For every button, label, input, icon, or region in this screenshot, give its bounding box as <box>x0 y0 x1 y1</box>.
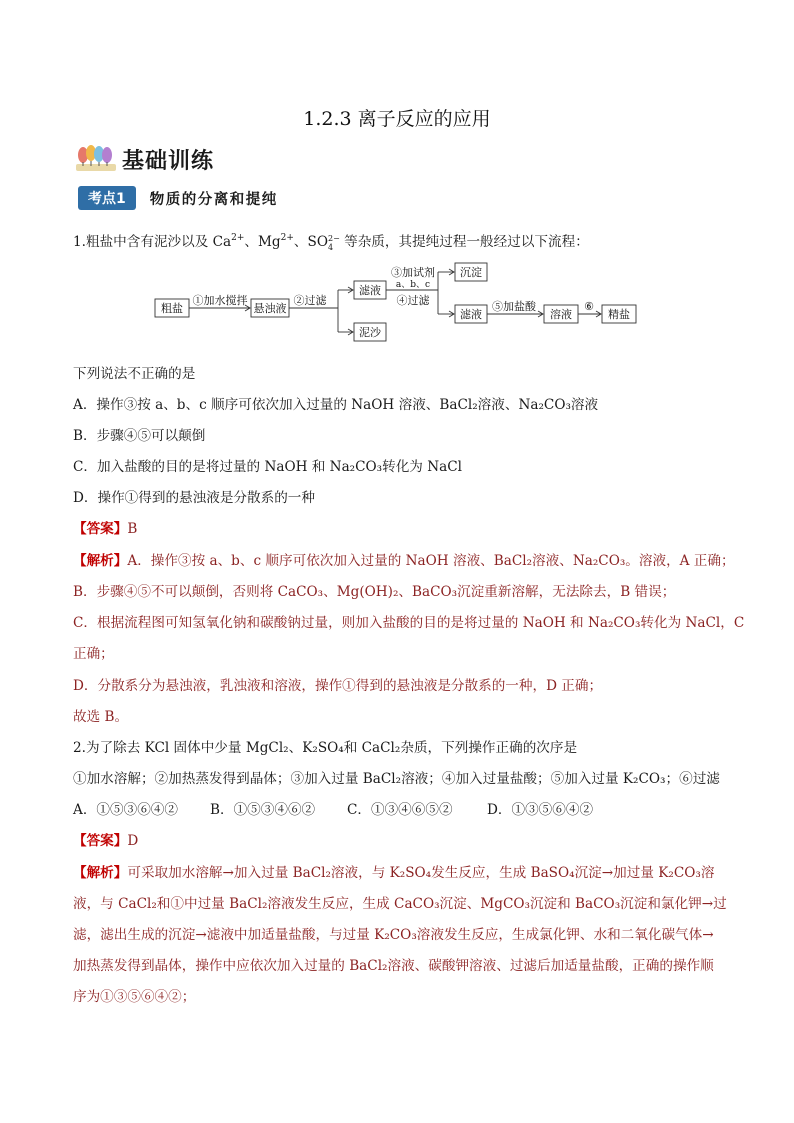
page-title: 1.2.3 离子反应的应用 <box>303 108 491 130</box>
svg-text:滤液: 滤液 <box>460 308 482 321</box>
flow-label-abc: a、b、c <box>395 280 431 290</box>
q1-answer: 【答案】B <box>73 521 138 537</box>
flow-box-precipitate <box>455 263 487 281</box>
q2-steps: ①加水溶解；②加热蒸发得到晶体；③加入过量 BaCl₂溶液；④加入过量盐酸；⑤加入过量 K₂CO₃；⑥过滤 <box>73 771 720 787</box>
q1-analysis-line: C．根据流程图可知氢氧化钠和碳酸钠过量，则加入盐酸的目的是将过量的 NaOH 和 Na₂CO₃转化为 NaCl，C <box>73 615 745 631</box>
svg-text:沉淀: 沉淀 <box>460 266 482 279</box>
keypoint-tag: 考点1 <box>78 186 136 210</box>
q1-option-d: D．操作①得到的悬浊液是分散系的一种 <box>73 490 315 506</box>
svg-text:滤液: 滤液 <box>359 284 381 297</box>
q1-option-b: B．步骤④⑤可以颠倒 <box>73 428 206 444</box>
q1-analysis-line: 【解析】A．操作③按 a、b、c 顺序可依次加入过量的 NaOH 溶液、BaCl₂溶液、Na₂CO₃。溶液，A 正确； <box>73 553 735 569</box>
q2-stem: 2.为了除去 KCl 固体中少量 MgCl₂、K₂SO₄和 CaCl₂杂质，下列操作正确的次序是 <box>73 740 578 756</box>
q2-option-a: A．①⑤③⑥④② <box>73 802 178 818</box>
flow-box-filtrate-2 <box>455 305 487 323</box>
pencils-icon <box>74 144 118 174</box>
flow-box-solution <box>544 305 578 323</box>
q2-answer: 【答案】D <box>73 833 139 849</box>
q2-options <box>73 801 593 819</box>
q1-prompt: 下列说法不正确的是 <box>73 366 196 382</box>
flow-box-crude-salt <box>155 299 189 317</box>
q1-stem: 1.粗盐中含有泥沙以及 $Ca^{2+}$、$Mg^{2+}$、SO 2− 4 等杂质，其提纯过程一般经过以下流程： <box>73 233 589 252</box>
flow-box-refined-salt <box>602 305 636 323</box>
q2-analysis-line: 液，与 CaCl₂和①中过量 BaCl₂溶液发生反应，生成 CaCO₃沉淀、MgCO₃沉淀和 BaCO₃沉淀和氯化钾→过 <box>73 896 727 912</box>
q1-analysis-line: 故选 B。 <box>73 709 129 725</box>
flow-diagram <box>0 258 794 350</box>
svg-text:泥沙: 泥沙 <box>359 326 381 339</box>
flow-box-filtrate-1 <box>354 281 386 299</box>
q1-analysis-line: B．步骤④⑤不可以颠倒，否则将 CaCO₃、Mg(OH)₂、BaCO₃沉淀重新溶解，无法除去，B 错误； <box>73 584 676 600</box>
q2-option-b: B．①⑤③④⑥② <box>210 802 316 818</box>
flow-box-mud <box>354 323 386 341</box>
flow-label-step2: ②过滤 <box>293 294 327 307</box>
svg-text:溶液: 溶液 <box>550 308 572 321</box>
q2-analysis-line: 加热蒸发得到晶体，操作中应依次加入过量的 BaCl₂溶液、碳酸钾溶液、过滤后加适量盐酸，正确的操作顺 <box>73 958 714 974</box>
keypoint-title: 物质的分离和提纯 <box>149 190 278 208</box>
q2-analysis-line: 滤，滤出生成的沉淀→滤液中加适量盐酸，与过量 K₂CO₃溶液发生反应，生成氯化钾、水和二氧化碳气体→ <box>73 927 714 943</box>
svg-text:精盐: 精盐 <box>608 308 630 321</box>
q2-analysis-line: 【解析】可采取加水溶解→加入过量 BaCl₂溶液，与 K₂SO₄发生反应，生成 BaSO₄沉淀→加过量 K₂CO₃溶 <box>73 865 715 881</box>
q1-analysis-line: 正确； <box>73 646 114 662</box>
q1-option-a: A．操作③按 a、b、c 顺序可依次加入过量的 NaOH 溶液、BaCl₂溶液、Na₂CO₃溶液 <box>73 397 599 413</box>
svg-text:粗盐: 粗盐 <box>161 302 183 315</box>
keypoint-header <box>78 186 278 210</box>
q2-option-c: C．①③④⑥⑤② <box>347 802 453 818</box>
section-title: 基础训练 <box>122 148 215 174</box>
flow-label-step5: ⑤加盐酸 <box>492 300 536 313</box>
svg-text:悬浊液: 悬浊液 <box>253 302 287 315</box>
q2-option-d: D．①③⑤⑥④② <box>487 802 594 818</box>
q1-option-c: C．加入盐酸的目的是将过量的 NaOH 和 Na₂CO₃转化为 NaCl <box>73 459 462 475</box>
flow-label-step4: ④过滤 <box>396 294 430 307</box>
q1-analysis-line: D．分散系分为悬浊液，乳浊液和溶液，操作①得到的悬浊液是分散系的一种，D 正确； <box>73 678 603 694</box>
flow-label-step6: ⑥ <box>584 300 594 313</box>
flow-box-suspension <box>251 299 289 317</box>
flow-label-step3: ③加试剂 <box>391 266 435 279</box>
section-banner <box>74 142 214 176</box>
q2-analysis-line: 序为①③⑤⑥④②； <box>73 989 196 1005</box>
flow-label-step1: ①加水搅拌 <box>192 294 248 307</box>
